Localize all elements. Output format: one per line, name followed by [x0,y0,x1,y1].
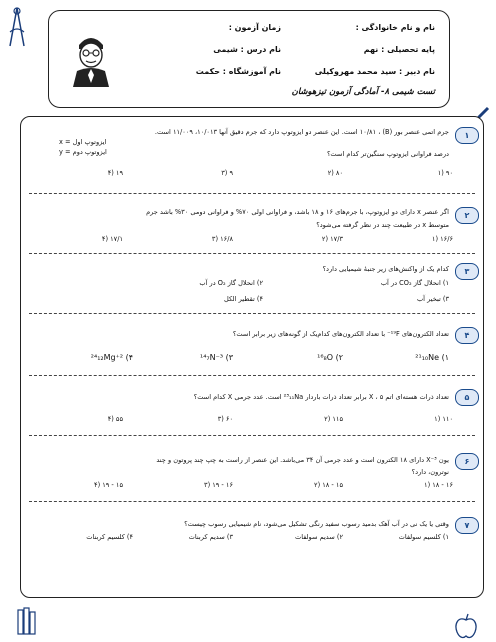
student-name-label: نام و نام خانوادگی : [355,23,435,32]
exam-header [48,10,450,108]
question-number-4: ۴ [455,327,479,344]
question-5-text: تعداد ذرات هسته‌ای اتم X ، ۵ برابر تعداد ذرات باردار ²³₁₁Na است. عدد جرمی X کدام است؟ [193,393,449,401]
compass-icon [6,6,28,48]
question-7-option-3[interactable]: ۳) سدیم کربنات [188,533,233,541]
question-number-7: ۷ [455,517,479,534]
question-number-6: ۶ [455,453,479,470]
question-1-option-4[interactable]: ۱۹ (۴ [107,169,123,177]
question-2-text-line2: متوسط x در طبیعت چند در نظر گرفته می‌شود؟ [316,221,449,229]
question-1-note1: ایزوتوپ اول = x [59,138,107,146]
divider [29,313,475,314]
question-2-option-1[interactable]: ۱۶/۶ (۱ [431,235,453,243]
question-1-note2: ایزوتوپ دوم = y [59,148,107,156]
question-6-text-line2: نوترون، دارد؟ [411,468,449,476]
question-6-option-2[interactable]: ۱۵ - ۱۸ (۲ [314,481,343,489]
question-3-option-3[interactable]: ۳) تبخیر آب [416,295,449,303]
question-number-2: ۲ [455,207,479,224]
question-2-text-line1: اگر عنصر x دارای دو ایزوتوپ، با جرم‌های ۱۶ و ۱۸ باشد، و فراوانی اولی ۷۰% و فراوانی دومی ۳۰% باشد جرم [146,208,449,216]
question-7-text: وقتی یا یک نی در آب آهک بدمید رسوب سفید رنگی تشکیل می‌شود، نام شیمیایی رسوب چیست؟ [184,520,449,528]
question-1-option-3[interactable]: ۹ (۳ [221,169,233,177]
question-1-text-line2: درصد فراوانی ایزوتوپ سنگین‌تر کدام است؟ [326,150,449,158]
question-3-option-1[interactable]: ۱) انحلال گاز CO₂ در آب [380,279,449,287]
divider [29,501,475,502]
question-5-option-1[interactable]: ۱۱۰ (۱ [434,415,453,423]
apple-icon [452,612,480,640]
question-3-text: کدام یک از واکنش‌های زیر جنبهٔ شیمیایی دارد؟ [322,265,449,273]
question-4-option-4[interactable]: ²⁴₁₂Mg⁺² (۴ [90,353,133,362]
question-7-option-4[interactable]: ۴) کلسیم کربنات [86,533,133,541]
question-5-option-2[interactable]: ۱۱۵ (۲ [324,415,343,423]
divider [29,253,475,254]
divider [29,375,475,376]
teacher-cartoon-icon [69,31,113,87]
questions-frame [20,116,484,598]
question-7-option-1[interactable]: ۱) کلسیم سولفات [398,533,449,541]
question-5-option-3[interactable]: ۶۰ (۳ [217,415,233,423]
books-icon [16,604,38,636]
question-2-option-2[interactable]: ۱۷/۳ (۲ [321,235,343,243]
question-1-text-line1: جرم اتمی عنصر بور (B) ، ۱۰/۸۱ است. این عنصر دو ایزوتوپ دارد که جرم دقیق آنها ۱۰/۰۱۳، ۱۱/۰۰۹ است. [154,128,449,136]
teacher-label: نام دبیر : سید محمد مهروکیلی [314,67,435,76]
question-4-option-1[interactable]: ²¹₁₀Ne (۱ [415,353,449,362]
question-4-text: تعداد الکترون‌های ¹⁹F⁻ با تعداد الکترون‌های کدام‌یک از گونه‌های زیر برابر است؟ [232,330,449,338]
grade-label: پایه تحصیلی : نهم [363,45,435,54]
test-title: تست شیمی ۸- آمادگی آزمون تیزهوشان [291,87,435,97]
question-number-1: ۱ [455,127,479,144]
question-2-option-4[interactable]: ۱۷/۱ (۴ [101,235,123,243]
school-label: نام آموزشگاه : حکمت [195,67,281,76]
question-number-5: ۵ [455,389,479,406]
question-6-text-line1: یون X⁻³ دارای ۱۸ الکترون است و عدد جرمی آن ۳۴ می‌باشد. این عنصر از راست به چپ چند پروتون و چند [156,456,449,464]
divider [29,193,475,194]
question-2-option-3[interactable]: ۱۶/۸ (۳ [211,235,233,243]
divider [29,435,475,436]
question-6-option-4[interactable]: ۱۵ - ۱۹ (۴ [94,481,123,489]
question-5-option-4[interactable]: ۵۵ (۴ [107,415,123,423]
question-1-option-2[interactable]: ۸۰ (۲ [327,169,343,177]
exam-time-label: زمان آزمون : [228,23,281,32]
question-6-option-1[interactable]: ۱۶ - ۱۸ (۱ [424,481,453,489]
subject-label: نام درس : شیمی [213,45,281,54]
question-3-option-2[interactable]: ۲) انحلال گاز O₂ در آب [199,279,263,287]
question-6-option-3[interactable]: ۱۶ - ۱۹ (۳ [204,481,233,489]
question-3-option-4[interactable]: ۴) تقطیر الکل [224,295,263,303]
question-7-option-2[interactable]: ۲) سدیم سولفات [294,533,343,541]
question-1-option-1[interactable]: ۹۰ (۱ [437,169,453,177]
question-4-option-3[interactable]: ¹⁴₇N⁻³ (۳ [200,353,233,362]
question-4-option-2[interactable]: ¹⁶₈O (۲ [317,353,343,362]
question-number-3: ۳ [455,263,479,280]
